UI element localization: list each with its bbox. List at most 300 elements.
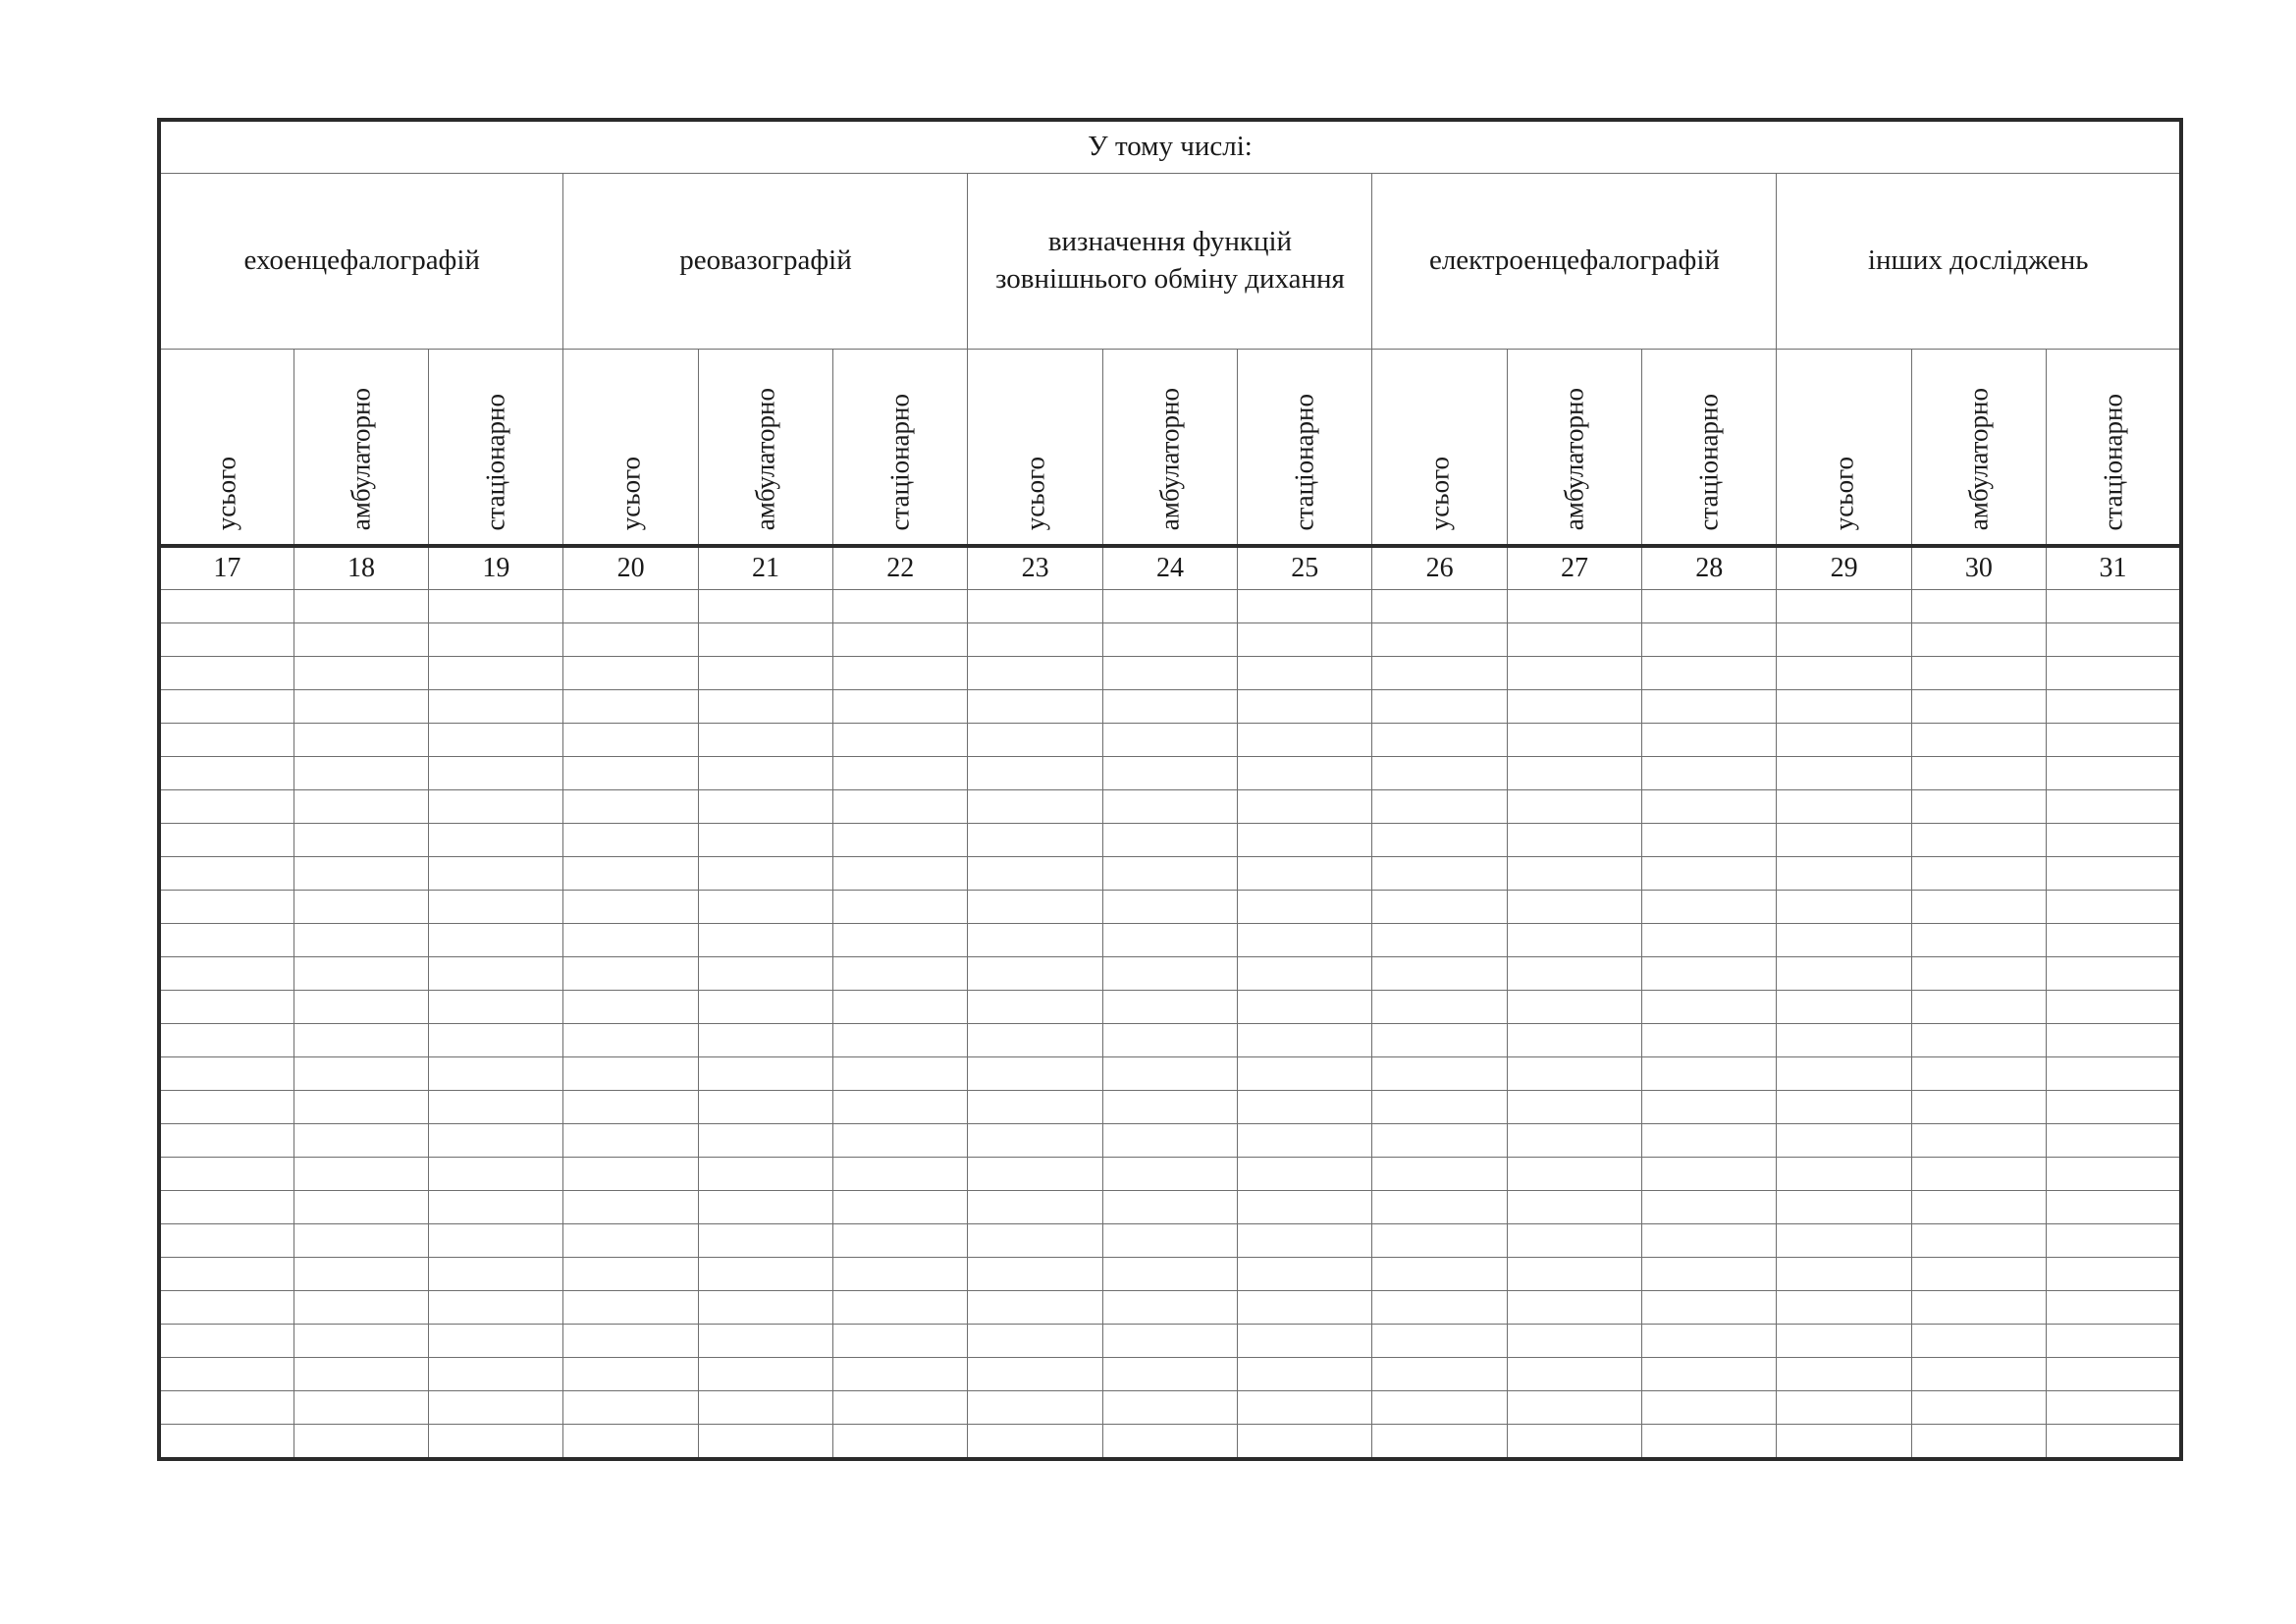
table-cell[interactable]: [968, 1091, 1102, 1124]
table-cell[interactable]: [563, 1325, 698, 1358]
table-cell[interactable]: [1911, 590, 2046, 623]
table-cell[interactable]: [159, 1191, 294, 1224]
table-cell[interactable]: [563, 1057, 698, 1091]
table-cell[interactable]: [1911, 1291, 2046, 1325]
table-cell[interactable]: [1102, 623, 1237, 657]
table-cell[interactable]: [1102, 857, 1237, 891]
table-cell[interactable]: [294, 891, 428, 924]
table-cell[interactable]: [1102, 924, 1237, 957]
table-cell[interactable]: [429, 957, 563, 991]
table-cell[interactable]: [1507, 1325, 1641, 1358]
table-cell[interactable]: [1777, 1057, 1911, 1091]
table-cell[interactable]: [2047, 724, 2181, 757]
table-cell[interactable]: [833, 1057, 968, 1091]
table-cell[interactable]: [429, 1358, 563, 1391]
table-cell[interactable]: [1777, 590, 1911, 623]
table-cell[interactable]: [294, 857, 428, 891]
table-cell[interactable]: [1102, 1358, 1237, 1391]
table-cell[interactable]: [698, 1258, 832, 1291]
table-cell[interactable]: [1911, 1024, 2046, 1057]
table-cell[interactable]: [698, 1291, 832, 1325]
table-cell[interactable]: [698, 1124, 832, 1158]
table-cell[interactable]: [294, 590, 428, 623]
table-cell[interactable]: [563, 991, 698, 1024]
table-cell[interactable]: [698, 857, 832, 891]
table-cell[interactable]: [1777, 1391, 1911, 1425]
table-cell[interactable]: [2047, 1057, 2181, 1091]
table-cell[interactable]: [1507, 1124, 1641, 1158]
table-cell[interactable]: [563, 690, 698, 724]
table-cell[interactable]: [1911, 1325, 2046, 1358]
table-cell[interactable]: [1238, 1291, 1372, 1325]
table-cell[interactable]: [1642, 1158, 1777, 1191]
table-cell[interactable]: [1642, 757, 1777, 790]
table-cell[interactable]: [563, 1391, 698, 1425]
table-cell[interactable]: [1102, 991, 1237, 1024]
table-cell[interactable]: [159, 623, 294, 657]
table-cell[interactable]: [1911, 1091, 2046, 1124]
table-cell[interactable]: [429, 1291, 563, 1325]
table-cell[interactable]: [1238, 857, 1372, 891]
table-cell[interactable]: [563, 724, 698, 757]
table-cell[interactable]: [1102, 590, 1237, 623]
table-cell[interactable]: [1642, 724, 1777, 757]
table-cell[interactable]: [1102, 790, 1237, 824]
table-cell[interactable]: [1777, 957, 1911, 991]
table-cell[interactable]: [563, 1091, 698, 1124]
table-cell[interactable]: [1507, 991, 1641, 1024]
table-cell[interactable]: [1642, 924, 1777, 957]
table-cell[interactable]: [1507, 757, 1641, 790]
table-cell[interactable]: [1642, 1191, 1777, 1224]
table-cell[interactable]: [1642, 623, 1777, 657]
table-cell[interactable]: [1372, 1091, 1507, 1124]
table-cell[interactable]: [1507, 1358, 1641, 1391]
table-cell[interactable]: [833, 724, 968, 757]
table-cell[interactable]: [833, 1191, 968, 1224]
table-cell[interactable]: [429, 1391, 563, 1425]
table-cell[interactable]: [968, 891, 1102, 924]
table-cell[interactable]: [429, 1224, 563, 1258]
table-cell[interactable]: [968, 824, 1102, 857]
table-cell[interactable]: [1102, 957, 1237, 991]
table-cell[interactable]: [1911, 1258, 2046, 1291]
table-cell[interactable]: [1372, 1425, 1507, 1460]
table-cell[interactable]: [1642, 957, 1777, 991]
table-cell[interactable]: [968, 1258, 1102, 1291]
table-cell[interactable]: [1777, 1325, 1911, 1358]
table-cell[interactable]: [563, 590, 698, 623]
table-cell[interactable]: [968, 857, 1102, 891]
table-cell[interactable]: [1777, 991, 1911, 1024]
table-cell[interactable]: [1777, 757, 1911, 790]
table-cell[interactable]: [698, 590, 832, 623]
table-cell[interactable]: [429, 857, 563, 891]
table-cell[interactable]: [1102, 1158, 1237, 1191]
table-cell[interactable]: [1777, 857, 1911, 891]
table-cell[interactable]: [563, 757, 698, 790]
table-cell[interactable]: [698, 623, 832, 657]
table-cell[interactable]: [294, 1391, 428, 1425]
table-cell[interactable]: [294, 1325, 428, 1358]
table-cell[interactable]: [1777, 790, 1911, 824]
table-cell[interactable]: [1911, 924, 2046, 957]
table-cell[interactable]: [294, 1124, 428, 1158]
table-cell[interactable]: [1507, 724, 1641, 757]
table-cell[interactable]: [1102, 1325, 1237, 1358]
table-cell[interactable]: [833, 590, 968, 623]
table-cell[interactable]: [294, 724, 428, 757]
table-cell[interactable]: [1238, 1158, 1372, 1191]
table-cell[interactable]: [833, 1224, 968, 1258]
table-cell[interactable]: [294, 1224, 428, 1258]
table-cell[interactable]: [833, 1291, 968, 1325]
table-cell[interactable]: [1777, 657, 1911, 690]
table-cell[interactable]: [1642, 790, 1777, 824]
table-cell[interactable]: [429, 1158, 563, 1191]
table-cell[interactable]: [429, 690, 563, 724]
table-cell[interactable]: [294, 1291, 428, 1325]
table-cell[interactable]: [1642, 991, 1777, 1024]
table-cell[interactable]: [1507, 1291, 1641, 1325]
table-cell[interactable]: [698, 1091, 832, 1124]
table-cell[interactable]: [968, 1124, 1102, 1158]
table-cell[interactable]: [1102, 1291, 1237, 1325]
table-cell[interactable]: [1642, 1325, 1777, 1358]
table-cell[interactable]: [1642, 1091, 1777, 1124]
table-cell[interactable]: [1507, 924, 1641, 957]
table-cell[interactable]: [1642, 690, 1777, 724]
table-cell[interactable]: [2047, 590, 2181, 623]
table-cell[interactable]: [1911, 824, 2046, 857]
table-cell[interactable]: [563, 1124, 698, 1158]
table-cell[interactable]: [1238, 790, 1372, 824]
table-cell[interactable]: [1102, 1024, 1237, 1057]
table-cell[interactable]: [2047, 1091, 2181, 1124]
table-cell[interactable]: [968, 590, 1102, 623]
table-cell[interactable]: [1372, 657, 1507, 690]
table-cell[interactable]: [159, 857, 294, 891]
table-cell[interactable]: [563, 790, 698, 824]
table-cell[interactable]: [1642, 1358, 1777, 1391]
table-cell[interactable]: [968, 1224, 1102, 1258]
table-cell[interactable]: [1507, 824, 1641, 857]
table-cell[interactable]: [833, 790, 968, 824]
table-cell[interactable]: [563, 623, 698, 657]
table-cell[interactable]: [833, 857, 968, 891]
table-cell[interactable]: [1102, 1425, 1237, 1460]
table-cell[interactable]: [294, 991, 428, 1024]
table-cell[interactable]: [563, 957, 698, 991]
table-cell[interactable]: [2047, 1158, 2181, 1191]
table-cell[interactable]: [2047, 1325, 2181, 1358]
table-cell[interactable]: [159, 1158, 294, 1191]
table-cell[interactable]: [698, 690, 832, 724]
table-cell[interactable]: [1372, 924, 1507, 957]
table-cell[interactable]: [294, 790, 428, 824]
table-cell[interactable]: [1777, 1224, 1911, 1258]
table-cell[interactable]: [1507, 590, 1641, 623]
table-cell[interactable]: [1238, 1358, 1372, 1391]
table-cell[interactable]: [1372, 1258, 1507, 1291]
table-cell[interactable]: [698, 1191, 832, 1224]
table-cell[interactable]: [159, 924, 294, 957]
table-cell[interactable]: [833, 957, 968, 991]
table-cell[interactable]: [1102, 1224, 1237, 1258]
table-cell[interactable]: [159, 1258, 294, 1291]
table-cell[interactable]: [159, 790, 294, 824]
table-cell[interactable]: [1777, 924, 1911, 957]
table-cell[interactable]: [159, 1024, 294, 1057]
table-cell[interactable]: [968, 1191, 1102, 1224]
table-cell[interactable]: [1102, 757, 1237, 790]
table-cell[interactable]: [1102, 824, 1237, 857]
table-cell[interactable]: [429, 1091, 563, 1124]
table-cell[interactable]: [1507, 891, 1641, 924]
table-cell[interactable]: [1777, 824, 1911, 857]
table-cell[interactable]: [294, 1258, 428, 1291]
table-cell[interactable]: [159, 824, 294, 857]
table-cell[interactable]: [1911, 657, 2046, 690]
table-cell[interactable]: [1507, 623, 1641, 657]
table-cell[interactable]: [563, 824, 698, 857]
table-cell[interactable]: [1777, 1124, 1911, 1158]
table-cell[interactable]: [563, 1191, 698, 1224]
table-cell[interactable]: [1238, 623, 1372, 657]
table-cell[interactable]: [159, 1224, 294, 1258]
table-cell[interactable]: [429, 1191, 563, 1224]
table-cell[interactable]: [698, 757, 832, 790]
table-cell[interactable]: [2047, 1024, 2181, 1057]
table-cell[interactable]: [294, 1091, 428, 1124]
table-cell[interactable]: [1238, 924, 1372, 957]
table-cell[interactable]: [698, 1024, 832, 1057]
table-cell[interactable]: [429, 991, 563, 1024]
table-cell[interactable]: [1238, 657, 1372, 690]
table-cell[interactable]: [2047, 623, 2181, 657]
table-cell[interactable]: [968, 957, 1102, 991]
table-cell[interactable]: [698, 657, 832, 690]
table-cell[interactable]: [1102, 1091, 1237, 1124]
table-cell[interactable]: [1102, 724, 1237, 757]
table-cell[interactable]: [159, 1124, 294, 1158]
table-cell[interactable]: [698, 790, 832, 824]
table-cell[interactable]: [698, 1358, 832, 1391]
table-cell[interactable]: [1238, 1191, 1372, 1224]
table-cell[interactable]: [968, 991, 1102, 1024]
table-cell[interactable]: [159, 957, 294, 991]
table-cell[interactable]: [1238, 590, 1372, 623]
table-cell[interactable]: [1507, 857, 1641, 891]
table-cell[interactable]: [2047, 891, 2181, 924]
table-cell[interactable]: [1372, 1291, 1507, 1325]
table-cell[interactable]: [1911, 1391, 2046, 1425]
table-cell[interactable]: [968, 690, 1102, 724]
table-cell[interactable]: [1642, 590, 1777, 623]
table-cell[interactable]: [2047, 657, 2181, 690]
table-cell[interactable]: [1911, 991, 2046, 1024]
table-cell[interactable]: [2047, 1191, 2181, 1224]
table-cell[interactable]: [429, 924, 563, 957]
table-cell[interactable]: [159, 1091, 294, 1124]
table-cell[interactable]: [833, 1358, 968, 1391]
table-cell[interactable]: [833, 891, 968, 924]
table-cell[interactable]: [2047, 1358, 2181, 1391]
table-cell[interactable]: [1102, 1124, 1237, 1158]
table-cell[interactable]: [1372, 1057, 1507, 1091]
table-cell[interactable]: [1238, 891, 1372, 924]
table-cell[interactable]: [1372, 1191, 1507, 1224]
table-cell[interactable]: [1507, 1224, 1641, 1258]
table-cell[interactable]: [1642, 1224, 1777, 1258]
table-cell[interactable]: [698, 1057, 832, 1091]
table-cell[interactable]: [1372, 1325, 1507, 1358]
table-cell[interactable]: [2047, 824, 2181, 857]
table-cell[interactable]: [1777, 1158, 1911, 1191]
table-cell[interactable]: [1642, 824, 1777, 857]
table-cell[interactable]: [833, 623, 968, 657]
table-cell[interactable]: [2047, 1425, 2181, 1460]
table-cell[interactable]: [159, 891, 294, 924]
table-cell[interactable]: [833, 1391, 968, 1425]
table-cell[interactable]: [1911, 957, 2046, 991]
table-cell[interactable]: [563, 857, 698, 891]
table-cell[interactable]: [2047, 790, 2181, 824]
table-cell[interactable]: [968, 1057, 1102, 1091]
table-cell[interactable]: [1372, 1024, 1507, 1057]
table-cell[interactable]: [1642, 891, 1777, 924]
table-cell[interactable]: [1911, 790, 2046, 824]
table-cell[interactable]: [1102, 891, 1237, 924]
table-cell[interactable]: [1911, 1191, 2046, 1224]
table-cell[interactable]: [2047, 924, 2181, 957]
table-cell[interactable]: [429, 590, 563, 623]
table-cell[interactable]: [1238, 957, 1372, 991]
table-cell[interactable]: [1102, 1391, 1237, 1425]
table-cell[interactable]: [968, 724, 1102, 757]
table-cell[interactable]: [563, 924, 698, 957]
table-cell[interactable]: [1102, 690, 1237, 724]
table-cell[interactable]: [2047, 857, 2181, 891]
table-cell[interactable]: [294, 824, 428, 857]
table-cell[interactable]: [294, 1191, 428, 1224]
table-cell[interactable]: [1507, 1425, 1641, 1460]
table-cell[interactable]: [968, 790, 1102, 824]
table-cell[interactable]: [1911, 891, 2046, 924]
table-cell[interactable]: [1372, 991, 1507, 1024]
table-cell[interactable]: [1102, 657, 1237, 690]
table-cell[interactable]: [294, 1057, 428, 1091]
table-cell[interactable]: [429, 790, 563, 824]
table-cell[interactable]: [968, 1425, 1102, 1460]
table-cell[interactable]: [2047, 957, 2181, 991]
table-cell[interactable]: [1911, 1425, 2046, 1460]
table-cell[interactable]: [1911, 1224, 2046, 1258]
table-cell[interactable]: [1777, 1291, 1911, 1325]
table-cell[interactable]: [1372, 623, 1507, 657]
table-cell[interactable]: [294, 1024, 428, 1057]
table-cell[interactable]: [294, 1425, 428, 1460]
table-cell[interactable]: [429, 1124, 563, 1158]
table-cell[interactable]: [429, 1258, 563, 1291]
table-cell[interactable]: [1777, 1425, 1911, 1460]
table-cell[interactable]: [698, 891, 832, 924]
table-cell[interactable]: [1238, 824, 1372, 857]
table-cell[interactable]: [1507, 690, 1641, 724]
table-cell[interactable]: [1372, 824, 1507, 857]
table-cell[interactable]: [563, 1258, 698, 1291]
table-cell[interactable]: [968, 1325, 1102, 1358]
table-cell[interactable]: [1372, 757, 1507, 790]
table-cell[interactable]: [1642, 657, 1777, 690]
table-cell[interactable]: [159, 1291, 294, 1325]
table-cell[interactable]: [1777, 724, 1911, 757]
table-cell[interactable]: [1238, 1024, 1372, 1057]
table-cell[interactable]: [968, 1158, 1102, 1191]
table-cell[interactable]: [833, 1024, 968, 1057]
table-cell[interactable]: [1372, 891, 1507, 924]
table-cell[interactable]: [294, 1358, 428, 1391]
table-cell[interactable]: [159, 757, 294, 790]
table-cell[interactable]: [1372, 1158, 1507, 1191]
table-cell[interactable]: [833, 924, 968, 957]
table-cell[interactable]: [1777, 891, 1911, 924]
table-cell[interactable]: [698, 1425, 832, 1460]
table-cell[interactable]: [429, 1057, 563, 1091]
table-cell[interactable]: [294, 757, 428, 790]
table-cell[interactable]: [1238, 1224, 1372, 1258]
table-cell[interactable]: [2047, 1258, 2181, 1291]
table-cell[interactable]: [1911, 1158, 2046, 1191]
table-cell[interactable]: [563, 1024, 698, 1057]
table-cell[interactable]: [1238, 1124, 1372, 1158]
table-cell[interactable]: [1777, 1258, 1911, 1291]
table-cell[interactable]: [1507, 1057, 1641, 1091]
table-cell[interactable]: [1777, 623, 1911, 657]
table-cell[interactable]: [968, 924, 1102, 957]
table-cell[interactable]: [1102, 1191, 1237, 1224]
table-cell[interactable]: [1238, 1325, 1372, 1358]
table-cell[interactable]: [159, 1325, 294, 1358]
table-cell[interactable]: [563, 1358, 698, 1391]
table-cell[interactable]: [1507, 790, 1641, 824]
table-cell[interactable]: [429, 1325, 563, 1358]
table-cell[interactable]: [294, 657, 428, 690]
table-cell[interactable]: [1911, 1358, 2046, 1391]
table-cell[interactable]: [2047, 991, 2181, 1024]
table-cell[interactable]: [698, 1391, 832, 1425]
table-cell[interactable]: [429, 1425, 563, 1460]
table-cell[interactable]: [833, 1425, 968, 1460]
table-cell[interactable]: [968, 1391, 1102, 1425]
table-cell[interactable]: [833, 991, 968, 1024]
table-cell[interactable]: [1777, 690, 1911, 724]
table-cell[interactable]: [1642, 1291, 1777, 1325]
table-cell[interactable]: [1238, 724, 1372, 757]
table-cell[interactable]: [1372, 590, 1507, 623]
table-cell[interactable]: [2047, 1124, 2181, 1158]
table-cell[interactable]: [1372, 1224, 1507, 1258]
table-cell[interactable]: [1372, 1358, 1507, 1391]
table-cell[interactable]: [968, 1291, 1102, 1325]
table-cell[interactable]: [429, 757, 563, 790]
table-cell[interactable]: [1238, 1057, 1372, 1091]
table-cell[interactable]: [968, 623, 1102, 657]
table-cell[interactable]: [1372, 724, 1507, 757]
table-cell[interactable]: [833, 690, 968, 724]
table-cell[interactable]: [2047, 757, 2181, 790]
table-cell[interactable]: [1372, 1124, 1507, 1158]
